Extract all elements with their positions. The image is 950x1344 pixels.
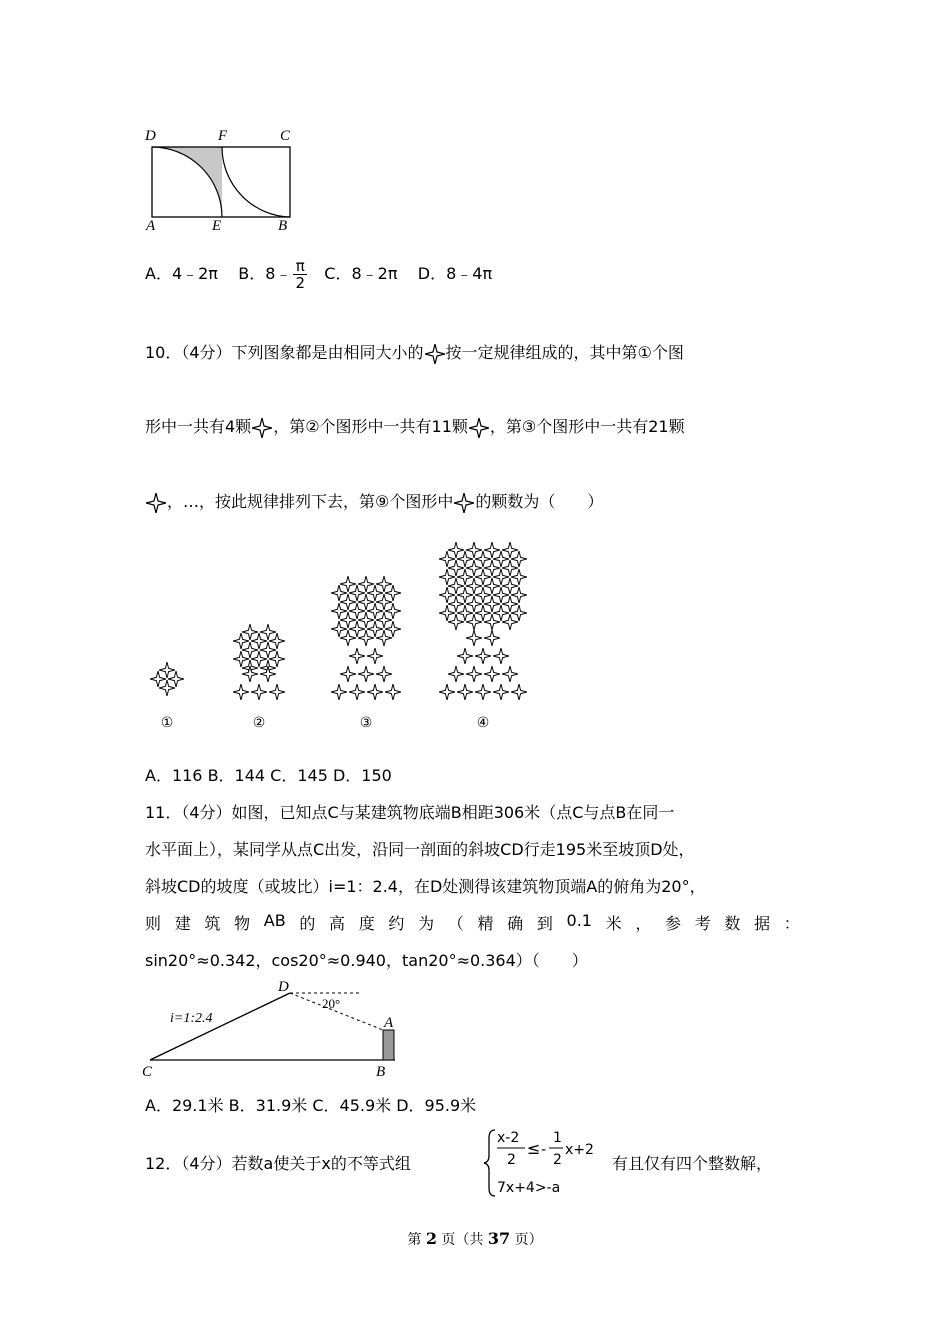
star-icon bbox=[340, 630, 356, 646]
star-icon bbox=[150, 671, 166, 687]
star-icon bbox=[475, 684, 491, 700]
q11-line-4-token: 约 bbox=[388, 914, 405, 933]
fig-label-1: ① bbox=[160, 715, 174, 731]
star-icon bbox=[493, 587, 509, 603]
star-icon bbox=[484, 614, 500, 630]
star-icon bbox=[358, 612, 374, 628]
q11-line-4-token: 0.1 bbox=[566, 911, 592, 930]
q11-line-4-token: ： bbox=[783, 914, 800, 933]
star-icon bbox=[251, 651, 267, 667]
q11-line-4-token: 度 bbox=[358, 914, 375, 933]
star-icon bbox=[466, 614, 482, 630]
star-icon bbox=[358, 576, 374, 592]
q12-line-1: 12．（4分）若数a使关于x的不等式组 bbox=[145, 1154, 411, 1173]
star-icon bbox=[466, 578, 482, 594]
ineq1-rhs-tail: x+2 bbox=[565, 1142, 594, 1158]
fig9-label-f: F bbox=[218, 128, 228, 144]
star-icon bbox=[493, 648, 509, 664]
slope-label: i=1:2.4 bbox=[170, 1011, 213, 1026]
ineq1-op: ≤ bbox=[527, 1139, 541, 1158]
ineq1-rhs-den: 2 bbox=[553, 1152, 562, 1168]
star-pattern-figure bbox=[145, 532, 535, 732]
star-icon bbox=[448, 578, 464, 594]
star-icon bbox=[453, 490, 475, 516]
fig9-label-b: B bbox=[278, 218, 288, 234]
star-icon bbox=[466, 666, 482, 682]
star-icon bbox=[439, 684, 455, 700]
star-icon bbox=[260, 624, 276, 640]
star-icon bbox=[475, 605, 491, 621]
q10-line-1: 10．（4分）下列图象都是由相同大小的 按一定规律组成的，其中第①个图 bbox=[145, 340, 684, 367]
star-icon bbox=[385, 621, 401, 637]
fig-label-2: ② bbox=[252, 715, 266, 731]
star-icon bbox=[439, 551, 455, 567]
fig11-label-d: D bbox=[278, 979, 289, 995]
star-icon bbox=[242, 642, 258, 658]
q11-line-4-token: 据 bbox=[754, 914, 771, 933]
q11-line-4-token: 物 bbox=[234, 914, 251, 933]
star-icon bbox=[358, 594, 374, 610]
star-icon bbox=[448, 614, 464, 630]
star-icon bbox=[502, 542, 518, 558]
star-icon bbox=[376, 612, 392, 628]
fig11-label-c: C bbox=[142, 1064, 153, 1080]
star-icon bbox=[349, 684, 365, 700]
star-icon bbox=[448, 596, 464, 612]
star-icon bbox=[340, 666, 356, 682]
star-icon bbox=[484, 542, 500, 558]
q11-line-2: 水平面上），某同学从点C出发，沿同一剖面的斜坡CD行走195米至坡顶D处， bbox=[145, 840, 695, 859]
star-icon bbox=[448, 542, 464, 558]
q11-line-4-token: 则 bbox=[145, 914, 162, 933]
ineq2: 7x+4>-a bbox=[497, 1180, 561, 1196]
star-icon bbox=[331, 585, 347, 601]
star-icon bbox=[457, 587, 473, 603]
star-icon bbox=[493, 684, 509, 700]
q11-options: A．29.1米 B．31.9米 C．45.9米 D．95.9米 bbox=[145, 1096, 477, 1115]
star-icon bbox=[457, 605, 473, 621]
star-icon bbox=[448, 560, 464, 576]
q11-line-5: sin20°≈0.342，cos20°≈0.940，tan20°≈0.364）（ ） bbox=[145, 951, 588, 970]
star-icon bbox=[502, 614, 518, 630]
q9-option-b[interactable]: B．8﹣ $\frac{\pi}{2}$ bbox=[238, 257, 306, 292]
q11-line-4-token: 米 bbox=[605, 914, 622, 933]
q9-option-b-fraction: $\frac{\pi}{2}$ bbox=[295, 257, 306, 292]
q11-line-4-token: 精 bbox=[477, 914, 494, 933]
star-icon bbox=[367, 585, 383, 601]
star-icon bbox=[502, 560, 518, 576]
star-icon bbox=[511, 605, 527, 621]
star-icon bbox=[466, 542, 482, 558]
star-icon bbox=[340, 612, 356, 628]
star-icon bbox=[484, 560, 500, 576]
page-number: 2 bbox=[425, 1229, 437, 1248]
star-icon bbox=[349, 585, 365, 601]
q10-figure bbox=[145, 532, 535, 732]
star-icon bbox=[367, 684, 383, 700]
star-icon bbox=[424, 341, 446, 367]
q11-line-4-token: 数 bbox=[724, 914, 741, 933]
star-icon bbox=[367, 621, 383, 637]
q12-inequality-system bbox=[483, 1126, 613, 1200]
star-icon bbox=[502, 596, 518, 612]
q11-line-4-token: 筑 bbox=[204, 914, 221, 933]
star-icon bbox=[484, 596, 500, 612]
q11-line-4-token: 参 bbox=[665, 914, 682, 933]
fig11-label-a: A bbox=[384, 1015, 394, 1031]
star-icon bbox=[502, 578, 518, 594]
star-icon bbox=[475, 648, 491, 664]
q11-line-4-token: ， bbox=[635, 914, 652, 933]
star-icon bbox=[331, 603, 347, 619]
star-icon bbox=[269, 633, 285, 649]
star-icon bbox=[439, 569, 455, 585]
q9-figure bbox=[140, 122, 300, 234]
fig9-label-d: D bbox=[145, 128, 156, 144]
q10-line-3: ，…，按此规律排列下去，第⑨个图形中 的颗数为（ ） bbox=[145, 489, 603, 516]
q11-line-1: 11．（4分）如图，已知点C与某建筑物底端B相距306米（点C与点B在同一 bbox=[145, 803, 675, 822]
star-icon bbox=[385, 585, 401, 601]
star-icon bbox=[475, 587, 491, 603]
ineq1-lhs-den: 2 bbox=[507, 1152, 516, 1168]
q9-options bbox=[145, 258, 492, 291]
star-icon bbox=[448, 666, 464, 682]
star-icon bbox=[242, 624, 258, 640]
star-icon bbox=[493, 605, 509, 621]
star-icon bbox=[358, 630, 374, 646]
star-icon bbox=[233, 651, 249, 667]
star-icon bbox=[367, 603, 383, 619]
star-icon bbox=[251, 415, 273, 441]
star-icon bbox=[457, 551, 473, 567]
star-icon bbox=[466, 630, 482, 646]
q11-figure bbox=[140, 978, 410, 1083]
star-icon bbox=[376, 594, 392, 610]
star-icon bbox=[493, 569, 509, 585]
q9-option-c[interactable]: C．8﹣2π bbox=[324, 264, 398, 283]
star-icon bbox=[159, 662, 175, 678]
star-icon bbox=[511, 684, 527, 700]
q9-option-a[interactable]: A．4﹣2π bbox=[145, 264, 218, 283]
star-icon bbox=[145, 490, 167, 516]
star-icon bbox=[457, 684, 473, 700]
star-icon bbox=[475, 551, 491, 567]
star-icon bbox=[349, 648, 365, 664]
q11-line-4-token: 确 bbox=[507, 914, 524, 933]
star-icon bbox=[376, 630, 392, 646]
page-total: 37 bbox=[487, 1229, 511, 1248]
star-icon bbox=[457, 648, 473, 664]
ineq1-rhs-num: 1 bbox=[553, 1130, 562, 1146]
q10-line-2: 形中一共有4颗 ，第②个图形中一共有11颗 ，第③个图形中一共有21颗 bbox=[145, 414, 685, 441]
angle-label: 20° bbox=[322, 996, 341, 1011]
page-footer: 第 2 页（共 37 页） bbox=[407, 1229, 543, 1248]
star-icon bbox=[439, 587, 455, 603]
star-icon bbox=[168, 671, 184, 687]
star-icon bbox=[251, 684, 267, 700]
q11-line-4-token: （ bbox=[447, 914, 464, 933]
star-icon bbox=[340, 576, 356, 592]
star-icon bbox=[159, 680, 175, 696]
star-icon bbox=[466, 596, 482, 612]
star-icon bbox=[269, 684, 285, 700]
fig9-label-c: C bbox=[280, 128, 291, 144]
q9-option-d[interactable]: D．8﹣4π bbox=[417, 264, 493, 283]
q11-line-4-token: 考 bbox=[694, 914, 711, 933]
star-icon bbox=[484, 630, 500, 646]
star-icon bbox=[493, 551, 509, 567]
star-icon bbox=[466, 560, 482, 576]
star-icon bbox=[484, 666, 500, 682]
star-icon bbox=[385, 684, 401, 700]
q11-line-4-token: 到 bbox=[536, 914, 553, 933]
q11-line-4-token: 的 bbox=[299, 914, 316, 933]
star-icon bbox=[331, 621, 347, 637]
star-icon bbox=[251, 633, 267, 649]
fig9-label-a: A bbox=[146, 218, 156, 234]
star-icon bbox=[475, 569, 491, 585]
star-icon bbox=[484, 578, 500, 594]
q11-line-4-token: 建 bbox=[174, 914, 191, 933]
q11-line-4-token: AB bbox=[263, 911, 286, 930]
fig9-label-e: E bbox=[212, 218, 222, 234]
star-icon bbox=[376, 666, 392, 682]
star-icon bbox=[439, 605, 455, 621]
ineq1-lhs-num: x-2 bbox=[497, 1130, 520, 1146]
star-icon bbox=[511, 587, 527, 603]
star-icon bbox=[367, 648, 383, 664]
star-icon bbox=[511, 569, 527, 585]
star-icon bbox=[349, 621, 365, 637]
fig-label-3: ③ bbox=[359, 715, 373, 731]
fig-label-4: ④ bbox=[476, 715, 490, 731]
star-icon bbox=[260, 642, 276, 658]
q10-options: A．116 B．144 C．145 D．150 bbox=[145, 766, 392, 785]
star-icon bbox=[331, 684, 347, 700]
star-icon bbox=[269, 651, 285, 667]
q11-line-4-token: 高 bbox=[329, 914, 346, 933]
fig11-label-b: B bbox=[376, 1064, 386, 1080]
star-icon bbox=[457, 569, 473, 585]
q11-line-4 bbox=[145, 911, 800, 934]
star-icon bbox=[233, 684, 249, 700]
star-icon bbox=[468, 415, 490, 441]
q11-line-3: 斜坡CD的坡度（或坡比）i=1：2.4，在D处测得该建筑物顶端A的俯角为20°， bbox=[145, 877, 706, 896]
star-icon bbox=[376, 576, 392, 592]
star-icon bbox=[385, 603, 401, 619]
q11-line-4-token: 为 bbox=[418, 914, 435, 933]
star-icon bbox=[358, 666, 374, 682]
star-icon bbox=[340, 594, 356, 610]
star-icon bbox=[349, 603, 365, 619]
star-icon bbox=[511, 551, 527, 567]
star-icon bbox=[502, 666, 518, 682]
star-icon bbox=[233, 633, 249, 649]
q12-line-1-post: 有且仅有四个整数解， bbox=[612, 1154, 773, 1173]
ineq1-rhs-sign: - bbox=[541, 1142, 547, 1158]
